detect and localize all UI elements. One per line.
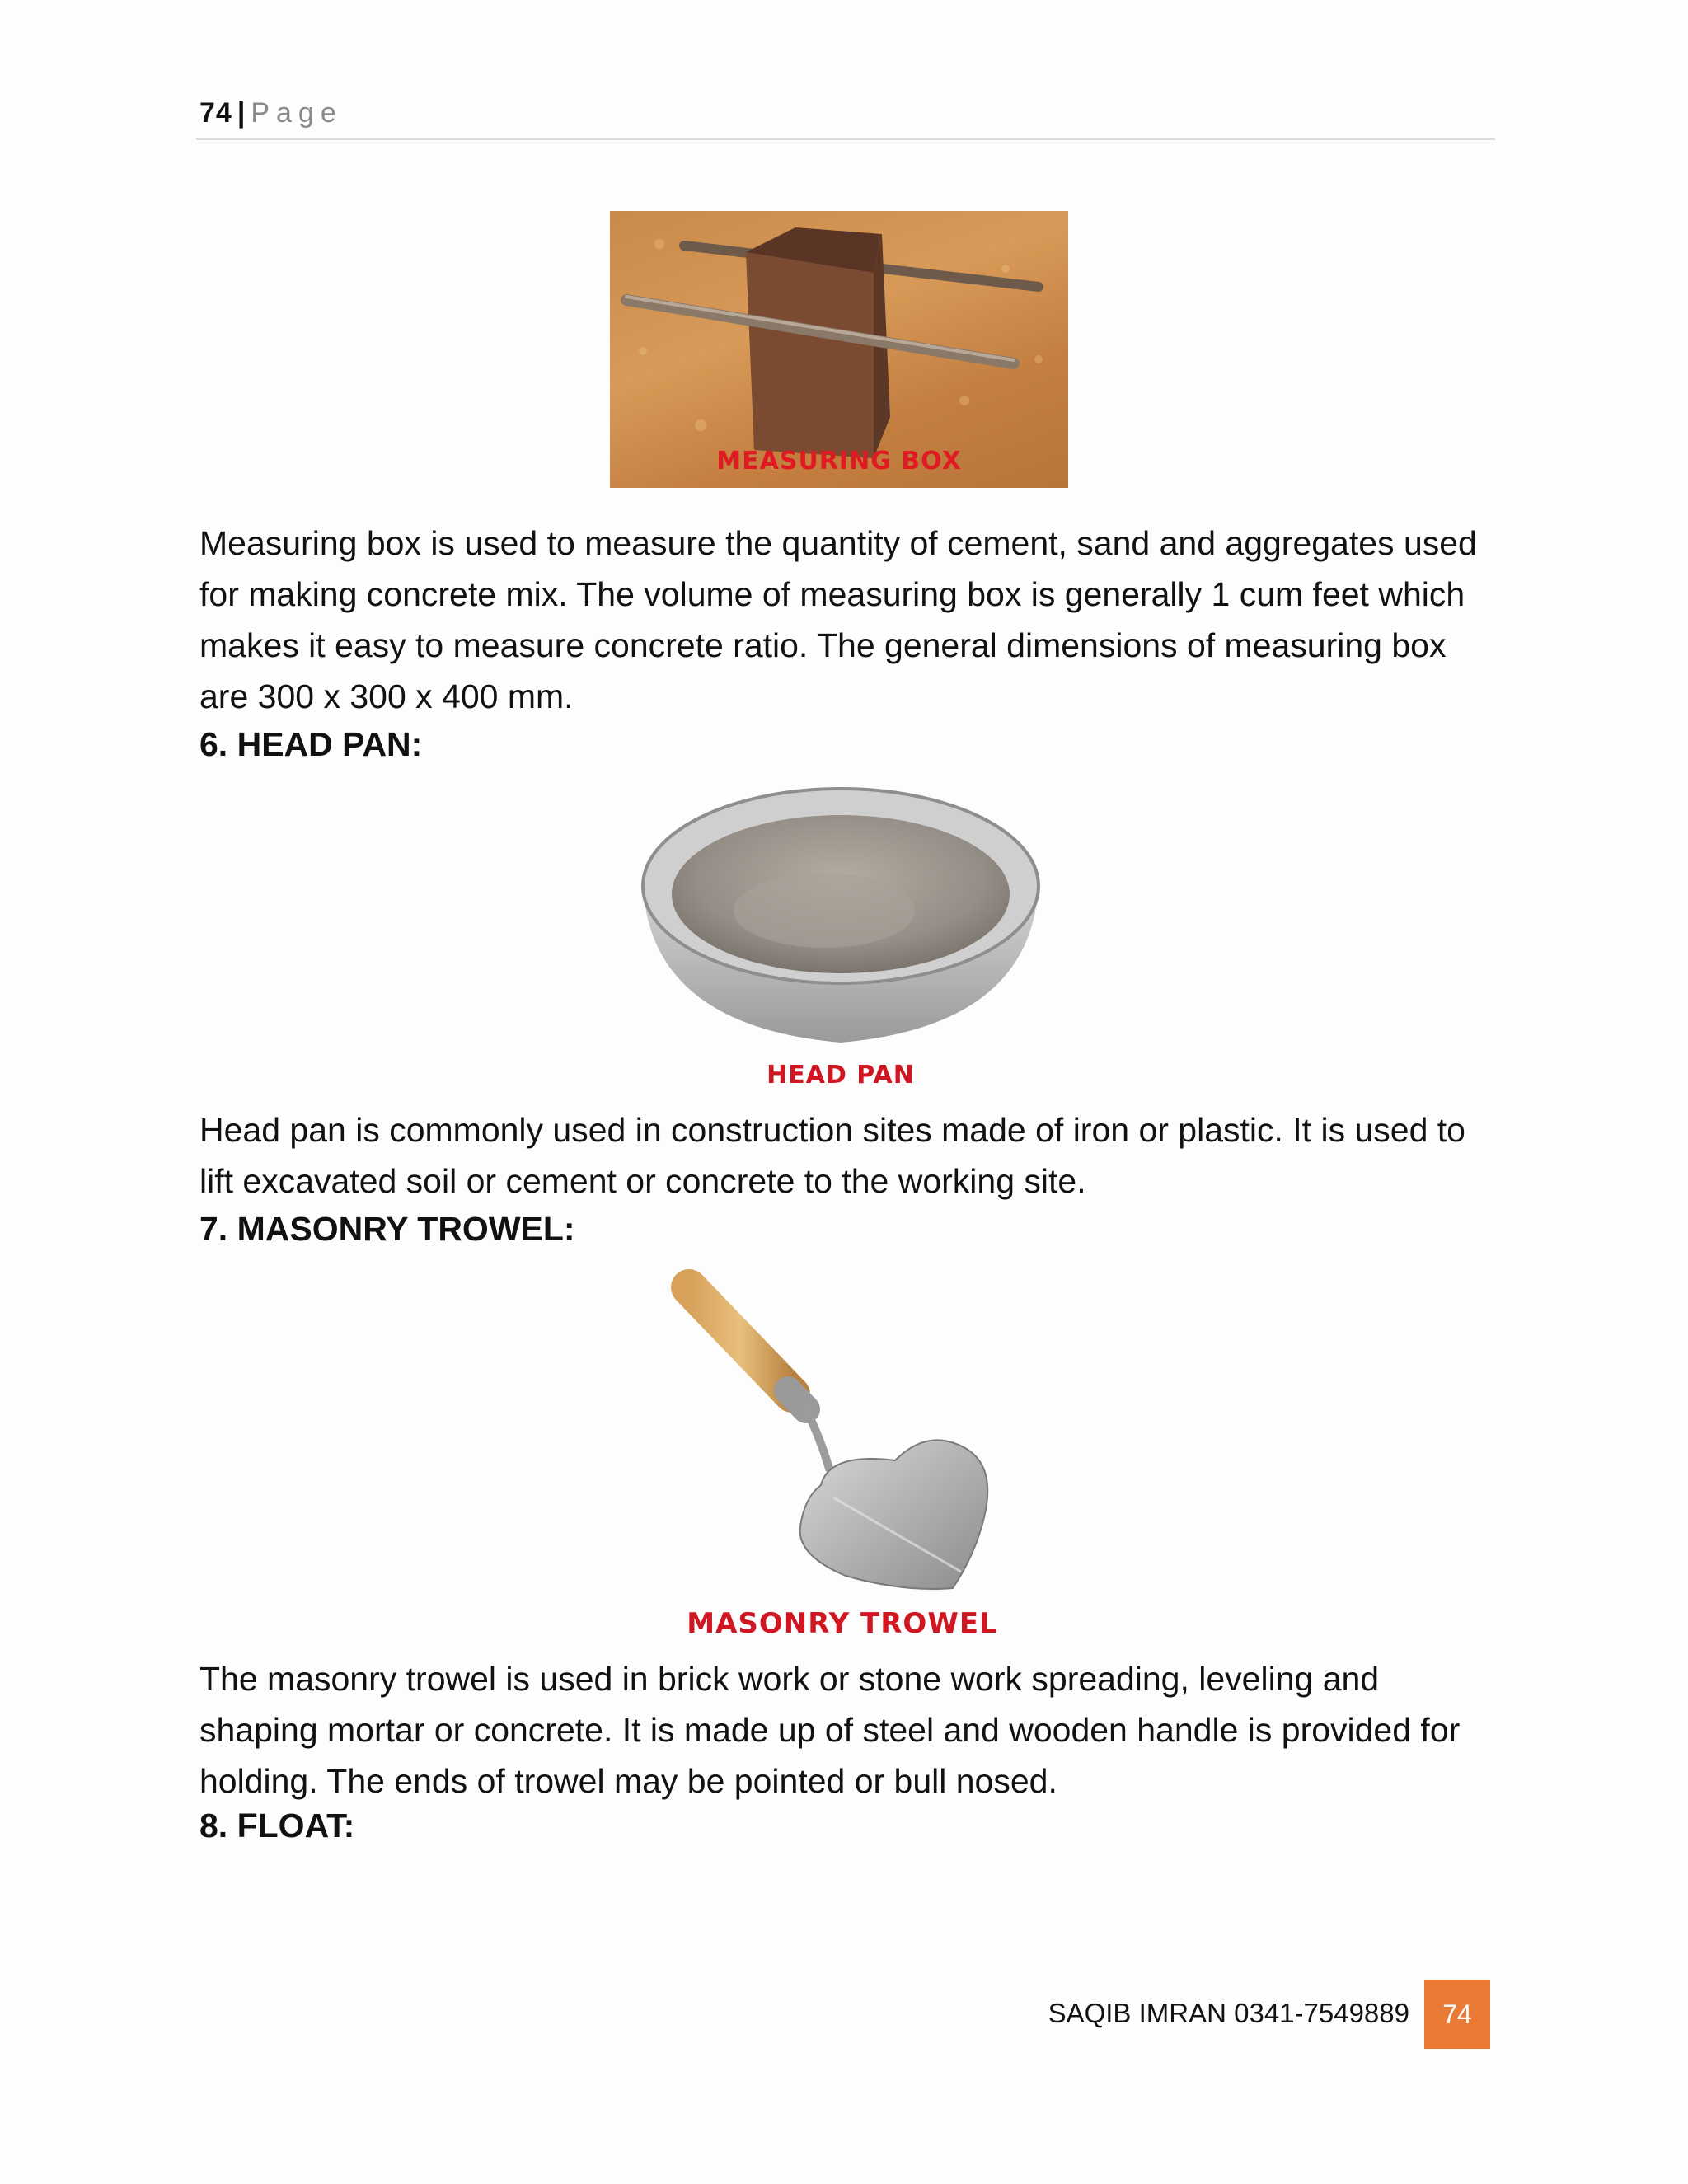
header-divider	[196, 138, 1495, 140]
measuring-box-caption: MEASURING BOX	[716, 447, 962, 476]
masonry-trowel-illustration	[656, 1263, 1029, 1609]
measuring-box-paragraph: Measuring box is used to measure the quantity of cement, sand and aggregates used for making concrete mix. The volume of measuring box is generally 1 cum feet which makes it easy to measure concrete ratio. The general dimensions of measuring box are 300 x 300 x 400 mm.	[199, 524, 1477, 715]
header-separator: |	[237, 97, 246, 129]
head-pan-caption: HEAD PAN	[767, 1061, 915, 1090]
masonry-trowel-paragraph: The masonry trowel is used in brick work or stone work spreading, leveling and shaping mortar or concrete. It is made up of steel and wooden handle is provided for holding. The ends of trowel may be pointed or bull nosed.	[199, 1660, 1461, 1800]
footer-author: SAQIB IMRAN 0341-7549889	[1048, 1998, 1409, 2028]
head-pan-illustration	[626, 779, 1055, 1051]
heading-masonry-trowel: 7. MASONRY TROWEL:	[199, 1210, 575, 1248]
head-pan-paragraph: Head pan is commonly used in construction sites made of iron or plastic. It is used to lift excavated soil or cement or concrete to the working site.	[199, 1111, 1465, 1200]
heading-head-pan: 6. HEAD PAN:	[199, 725, 423, 763]
footer-page-badge: 74	[1424, 1980, 1490, 2049]
header-page-number: 74	[199, 97, 232, 129]
header-page-word: Page	[251, 97, 343, 129]
masonry-trowel-caption: MASONRY TROWEL	[687, 1607, 998, 1640]
page-header	[199, 97, 1493, 129]
measuring-box-image	[610, 211, 1068, 488]
masonry-trowel-image	[656, 1263, 1029, 1648]
head-pan-image	[626, 779, 1055, 1094]
heading-float: 8. FLOAT:	[199, 1807, 355, 1844]
